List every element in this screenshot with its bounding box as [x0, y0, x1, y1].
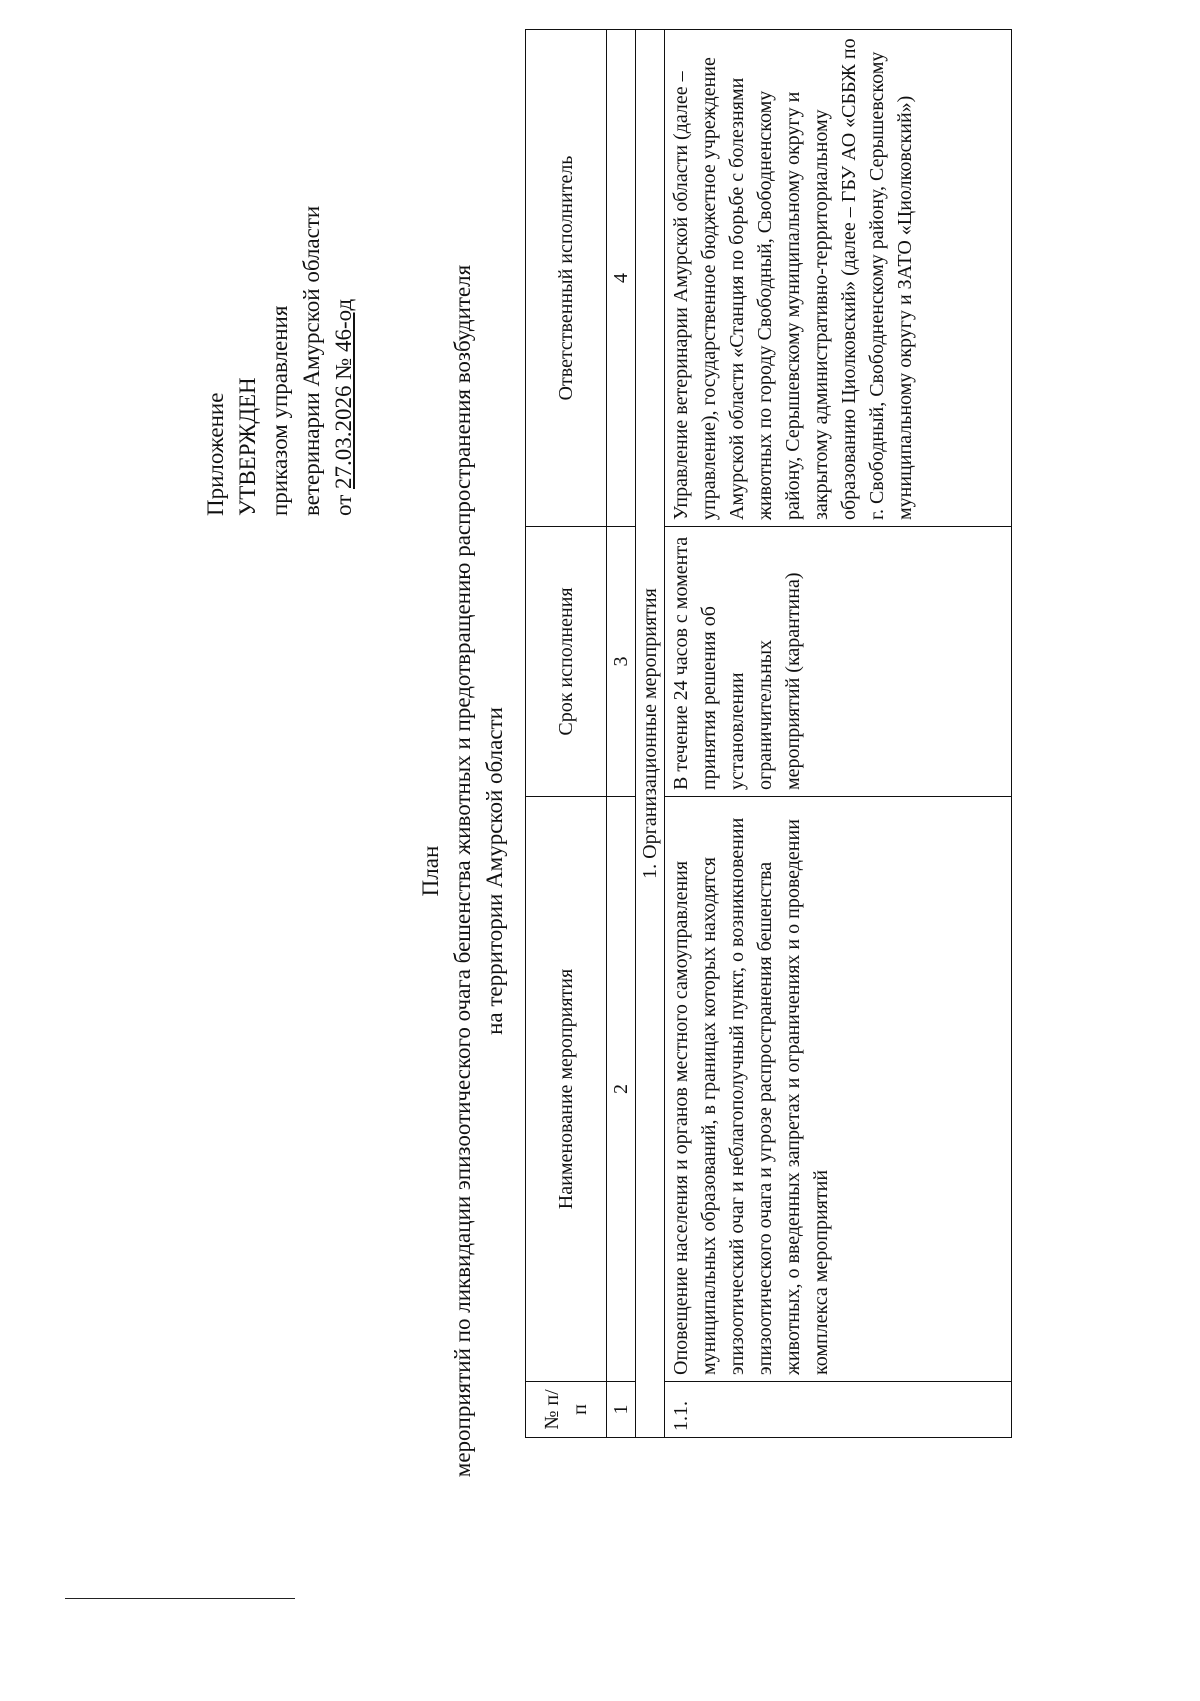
column-number-2: 2: [607, 797, 636, 1382]
approval-date-prefix: от: [331, 489, 356, 516]
row-responsible: Управление ветеринарии Амурской области (далее – управление), государственное бюджетное учреждение Амурской области «Станция по борьбе с болезнями животных по городу Свободный, Свободненскому району, Серышевскому муниципальному округу и закрытому административно-территориальному образованию Циолковский» (далее – ГБУ АО «СББЖ по г. Свободный, Свободненскому району, Серышевскому муниципальному округу и ЗАТО «Циолковский»): [665, 30, 1012, 527]
section-row: [636, 30, 665, 1438]
column-number-1: 1: [607, 1382, 636, 1438]
section-title: 1. Организационные мероприятия: [636, 30, 665, 1438]
column-number-row: [607, 30, 636, 1438]
row-number: 1.1.: [665, 1382, 1012, 1438]
header-responsible: Ответственный исполнитель: [526, 30, 607, 527]
table-row: [665, 30, 1012, 1438]
table-header-row: [526, 30, 607, 1438]
header-number: № п/п: [526, 1382, 607, 1438]
approval-order: приказом управления: [267, 305, 292, 516]
plan-table: [525, 29, 1012, 1438]
row-deadline: В течение 24 часов с момента принятия решения об установлении ограничительных мероприятий (карантина): [665, 527, 1012, 797]
approval-stamp-block: [200, 206, 360, 516]
title-heading: План: [418, 845, 443, 897]
row-name: Оповещение населения и органов местного самоуправления муниципальных образований, в границах которых находятся эпизоотический очаг и неблагополучный пункт, о возникновении эпизоотического очага и угрозе распространения бешенства животных, о введенных запретах и ограничениях и о проведении комплекса мероприятий: [665, 797, 1012, 1382]
footer-divider: [65, 1598, 295, 1599]
title-line-1: мероприятий по ликвидации эпизоотического очага бешенства животных и предотвращению распространения возбудителя: [450, 264, 475, 1478]
approval-department: ветеринарии Амурской области: [299, 205, 324, 516]
approval-date-line: [328, 206, 360, 516]
approval-approved: УТВЕРЖДЕН: [235, 377, 260, 516]
approval-date: 27.03.2026 № 46-од: [331, 298, 356, 489]
document-title: [415, 161, 511, 1581]
header-deadline: Срок исполнения: [526, 527, 607, 797]
column-number-3: 3: [607, 527, 636, 797]
column-number-4: 4: [607, 30, 636, 527]
title-line-2: на территории Амурской области: [482, 707, 507, 1035]
approval-appendix: Приложение: [203, 392, 228, 516]
header-name: Наименование мероприятия: [526, 797, 607, 1382]
